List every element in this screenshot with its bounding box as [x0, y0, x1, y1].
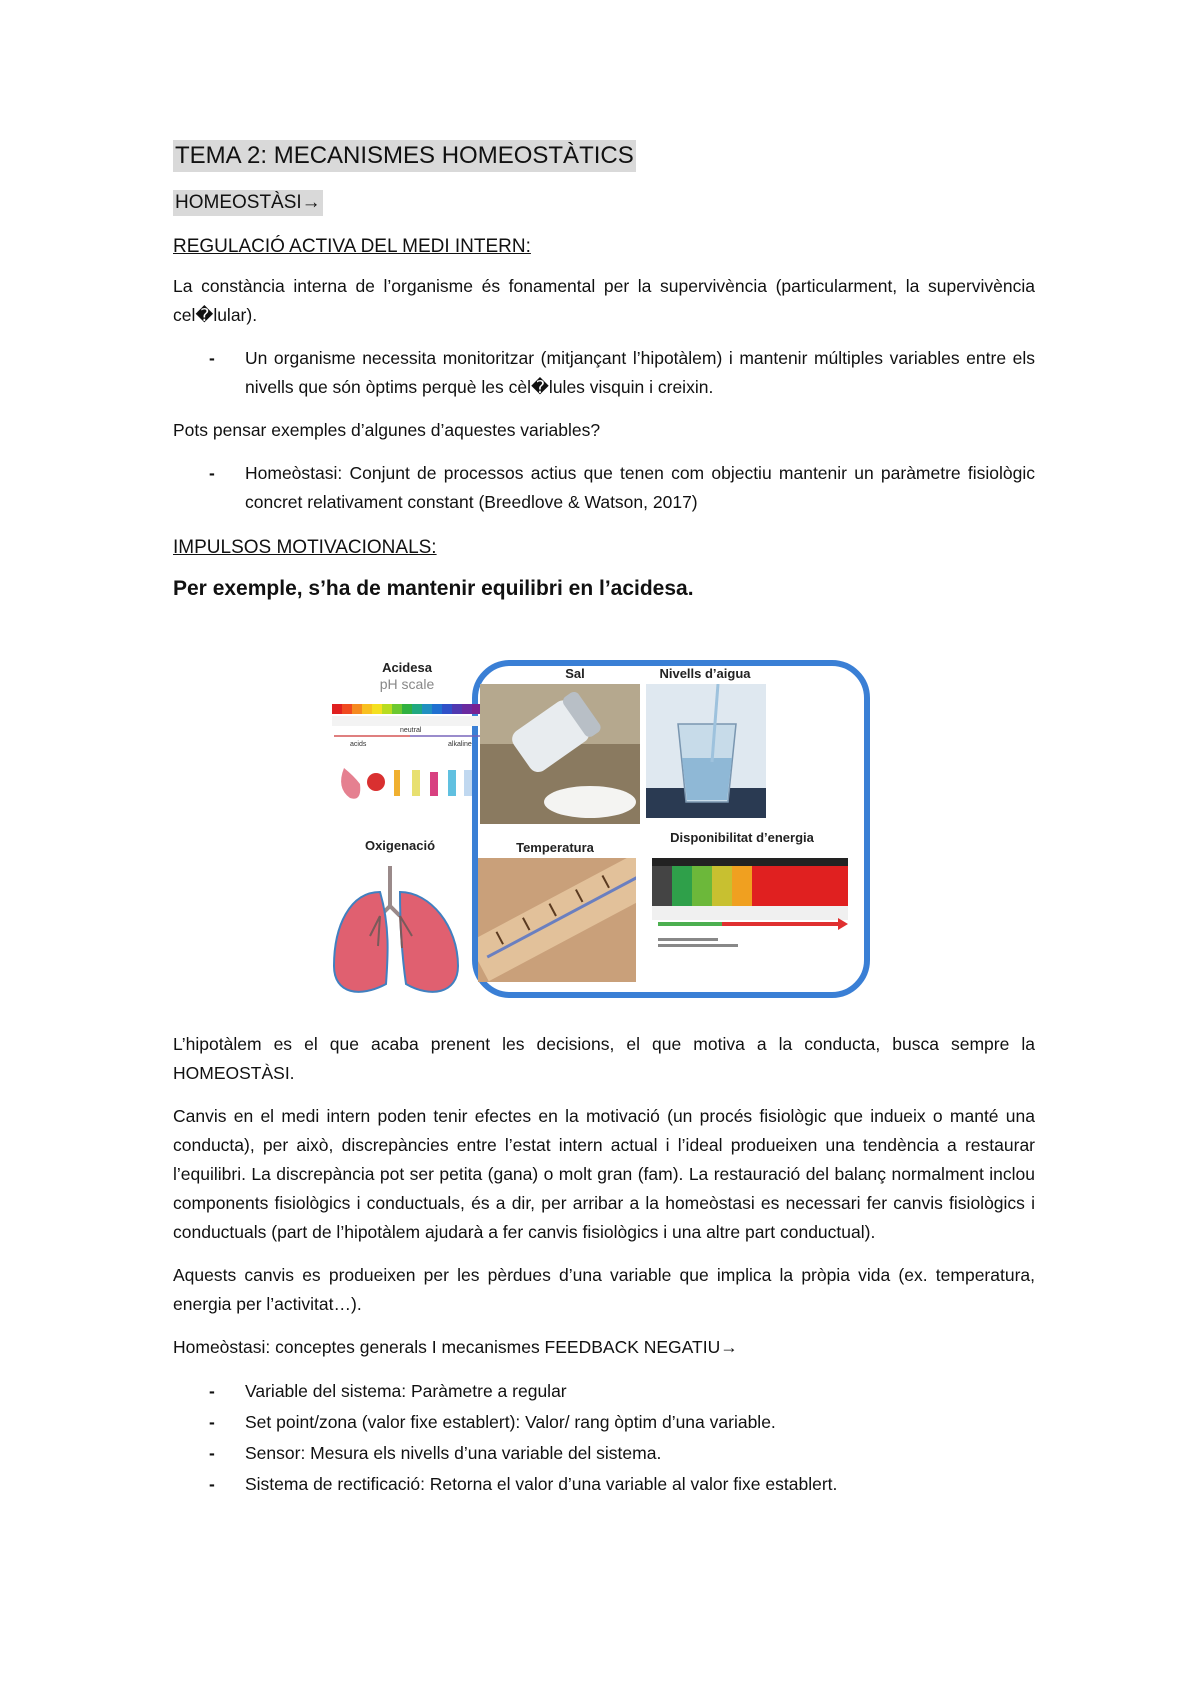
temperatura-title: Temperatura — [516, 840, 594, 855]
concepts-list — [173, 1376, 1035, 1500]
subtitle-homeostasi: HOMEOSTÀSI→ — [173, 172, 1035, 216]
heading-regulacio: REGULACIÓ ACTIVA DEL MEDI INTERN: — [173, 236, 531, 257]
neutral-label: neutral — [400, 727, 422, 734]
acidesa-title: Acidesa — [382, 660, 432, 675]
heading-impulsos: IMPULSOS MOTIVACIONALS: — [173, 537, 437, 558]
paragraph-canvis: Canvis en el medi intern poden tenir efectes en la motivació (un procés fisiològic que indueix o manté una conducta), per això, discrepàncies entre l’estat intern actual i l’ideal produeixen una tendència a restaurar l’equilibri. La discrepància pot ser petita (gana) o molt gran (fam). La restauració del balanç normalment inclou components fisiològics i conductuals, és a dir, per arribar a la homeòstasi es necessari fer canvis fisiològics i conductuals (part de l’hipotàlem ajudarà a fer canvis fisiològics i una altre part conductual). — [173, 1106, 1035, 1242]
energia-title: Disponibilitat d’energia — [670, 830, 814, 845]
paragraph-feedback: Homeòstasi: conceptes generals I mecanismes FEEDBACK NEGATIU→ — [173, 1337, 738, 1357]
bullet-list-2 — [173, 459, 1035, 517]
aigua-title: Nivells d’aigua — [659, 666, 751, 681]
document-content — [173, 140, 1035, 601]
oxigenacio-title: Oxigenació — [364, 838, 436, 853]
sal-title: Sal — [565, 666, 585, 681]
paragraph-question: Pots pensar exemples d’algunes d’aquestes variables? — [173, 420, 601, 440]
acids-label: acids — [350, 741, 367, 748]
list-item: - Sistema de rectificació: Retorna el valor d’una variable al valor fixe establert. — [173, 1469, 1035, 1500]
energy-table-image — [652, 858, 848, 968]
document-content-lower — [173, 1030, 1035, 1500]
lungs-image — [330, 856, 470, 1004]
page-title: TEMA 2: MECANISMES HOMEOSTÀTICS — [173, 140, 1035, 172]
salt-image — [480, 684, 640, 824]
ph-scale-image — [330, 698, 500, 838]
bullet-list-1 — [173, 344, 1035, 402]
thermometer-image — [478, 858, 636, 982]
alkaline-label: alkaline — [448, 741, 472, 748]
water-glass-image — [646, 684, 766, 818]
ph-scale-label: pH scale — [379, 676, 435, 692]
example-heading: Per exemple, s’ha de mantenir equilibri en l’acidesa. — [173, 577, 694, 600]
list-item: - Homeòstasi: Conjunt de processos actius que tenen com objectiu mantenir un paràmetre fisiològic concret relativament constant (Breedlove & Watson, 2017) — [173, 459, 1035, 517]
list-item: - Un organisme necessita monitoritzar (mitjançant l’hipotàlem) i mantenir múltiples variables entre els nivells que són òptims perquè les cèl�lules visquin i creixin. — [173, 344, 1035, 402]
list-item: - Set point/zona (valor fixe establert): Valor/ rang òptim d’una variable. — [173, 1407, 1035, 1438]
paragraph-aquests: Aquests canvis es produeixen per les pèrdues d’una variable que implica la pròpia vida (ex. temperatura, energia per l’activitat…). — [173, 1265, 1035, 1314]
list-item: - Variable del sistema: Paràmetre a regular — [173, 1376, 1035, 1407]
paragraph-constancia: La constància interna de l’organisme és fonamental per la supervivència (particularment, la supervivència cel�lular). — [173, 276, 1035, 325]
paragraph-hipotalem: L’hipotàlem es el que acaba prenent les decisions, el que motiva a la conducta, busca sempre la HOMEOSTÀSI. — [173, 1034, 1035, 1083]
homeostasis-variables-figure — [330, 658, 875, 1004]
list-item: - Sensor: Mesura els nivells d’una variable del sistema. — [173, 1438, 1035, 1469]
